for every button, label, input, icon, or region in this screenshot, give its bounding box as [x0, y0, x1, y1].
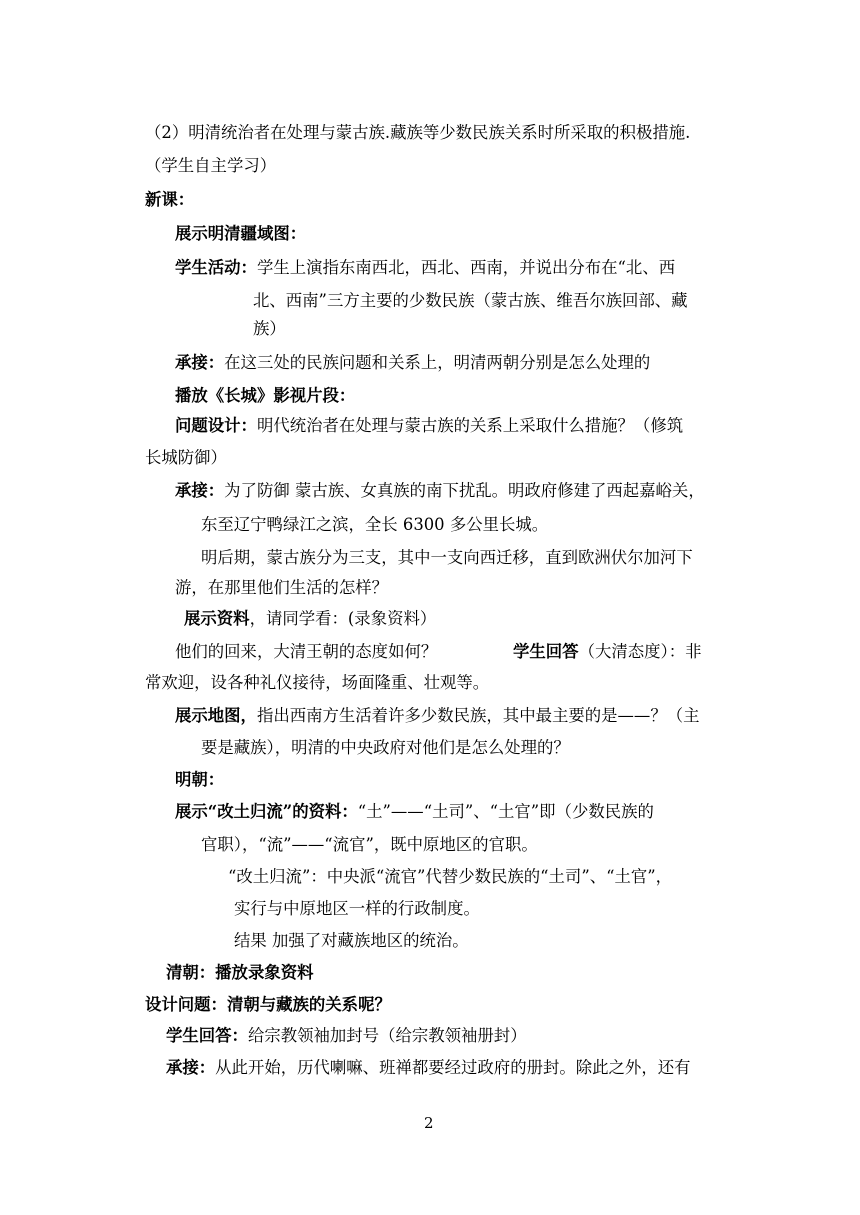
show-map-heading: 展示明清疆域图：	[175, 224, 307, 243]
transition-3-text: 从此开始，历代喇嘛、班禅都要经过政府的册封。除此之外，还有	[215, 1058, 691, 1077]
gaitu-line-1	[175, 801, 654, 823]
student-activity-line-2: 北、西南”三方主要的少数民族（蒙古族、维吾尔族回部、藏	[253, 291, 688, 310]
gaitu-label: 展示“改土归流”的资料：	[175, 802, 358, 821]
show-map-2-line-1	[175, 705, 700, 727]
ming-heading: 明朝：	[175, 770, 225, 789]
student-answer-2	[166, 1025, 527, 1047]
student-answer-text: （大清态度）：非	[578, 642, 702, 661]
gaitu-definition-line-2: 实行与中原地区一样的行政制度。	[234, 899, 480, 918]
transition-2-line-2: 东至辽宁鸭绿江之滨，全长 6300 多公里长城。	[201, 515, 549, 534]
student-answer-2-text: 给宗教领袖加封号（给宗教领袖册封）	[247, 1026, 527, 1045]
transition-2-label: 承接：	[175, 481, 225, 500]
gaitu-line-2: 官职），“流”——“流官”，既中原地区的官职。	[201, 835, 538, 854]
student-activity-line-3: 族）	[253, 319, 286, 338]
show-material-line	[184, 608, 436, 630]
transition-1-label: 承接：	[175, 353, 225, 372]
qing-heading: 清朝：播放录象资料	[166, 963, 314, 982]
student-activity-label: 学生活动：	[175, 258, 257, 277]
late-ming-line-1: 明后期，蒙古族分为三支，其中一支向西迁移，直到欧洲伏尔加河下	[201, 548, 693, 567]
student-answer-label: 学生回答	[513, 642, 579, 661]
show-map-2-text: 指出西南方生活着许多少数民族，其中最主要的是——？（主	[256, 706, 700, 725]
intro-line-1: （2）明清统治者在处理与蒙古族.藏族等少数民族关系时所采取的积极措施.	[145, 123, 691, 142]
intro-line-2: （学生自主学习）	[145, 156, 277, 175]
student-answer-2-label: 学生回答：	[166, 1026, 248, 1045]
student-answer-line-1	[513, 641, 702, 663]
transition-1-text: 在这三处的民族问题和关系上，明清两朝分别是怎么处理的	[224, 353, 651, 372]
transition-3-label: 承接：	[166, 1058, 216, 1077]
transition-2-line-1	[175, 480, 705, 502]
page-number: 2	[424, 1114, 434, 1132]
question-1-line-2: 长城防御）	[145, 448, 227, 467]
show-map-2-line-2: 要是藏族），明清的中央政府对他们是怎么处理的？	[201, 738, 570, 757]
show-material-label: 展示资料	[184, 609, 250, 628]
show-map-2-label: 展示地图，	[175, 706, 257, 725]
show-material-text: ，请同学看：(录象资料）	[249, 609, 437, 628]
question-2: 设计问题：清朝与藏族的关系呢？	[145, 995, 391, 1014]
student-activity-line-1	[175, 257, 675, 279]
new-lesson-heading: 新课：	[145, 190, 195, 209]
gaitu-definition-line-1: “改土归流”：中央派“流官”代替少数民族的“土司”、“土官”，	[228, 867, 673, 886]
late-ming-line-2: 游，在那里他们生活的怎样？	[175, 578, 389, 597]
result-line: 结果 加强了对藏族地区的统治。	[234, 931, 469, 950]
student-answer-line-2: 常欢迎，设各种礼仪接待，场面隆重、壮观等。	[145, 673, 490, 692]
student-activity-text: 学生上演指东南西北，西北、西南，并说出分布在“北、西	[256, 258, 676, 277]
question-1-text: 明代统治者在处理与蒙古族的关系上采取什么措施？（修筑	[256, 416, 684, 435]
gaitu-text: “土”——“土司”、“土官”即（少数民族的	[357, 802, 654, 821]
question-1-line-1	[175, 415, 683, 437]
transition-3	[166, 1057, 691, 1079]
transition-1	[175, 352, 650, 374]
return-question: 他们的回来，大清王朝的态度如何？	[175, 642, 438, 661]
play-film-heading: 播放《长城》影视片段：	[175, 386, 356, 405]
question-1-label: 问题设计：	[175, 416, 257, 435]
transition-2-text: 为了防御 蒙古族、女真族的南下扰乱。明政府修建了西起嘉峪关，	[224, 481, 705, 500]
